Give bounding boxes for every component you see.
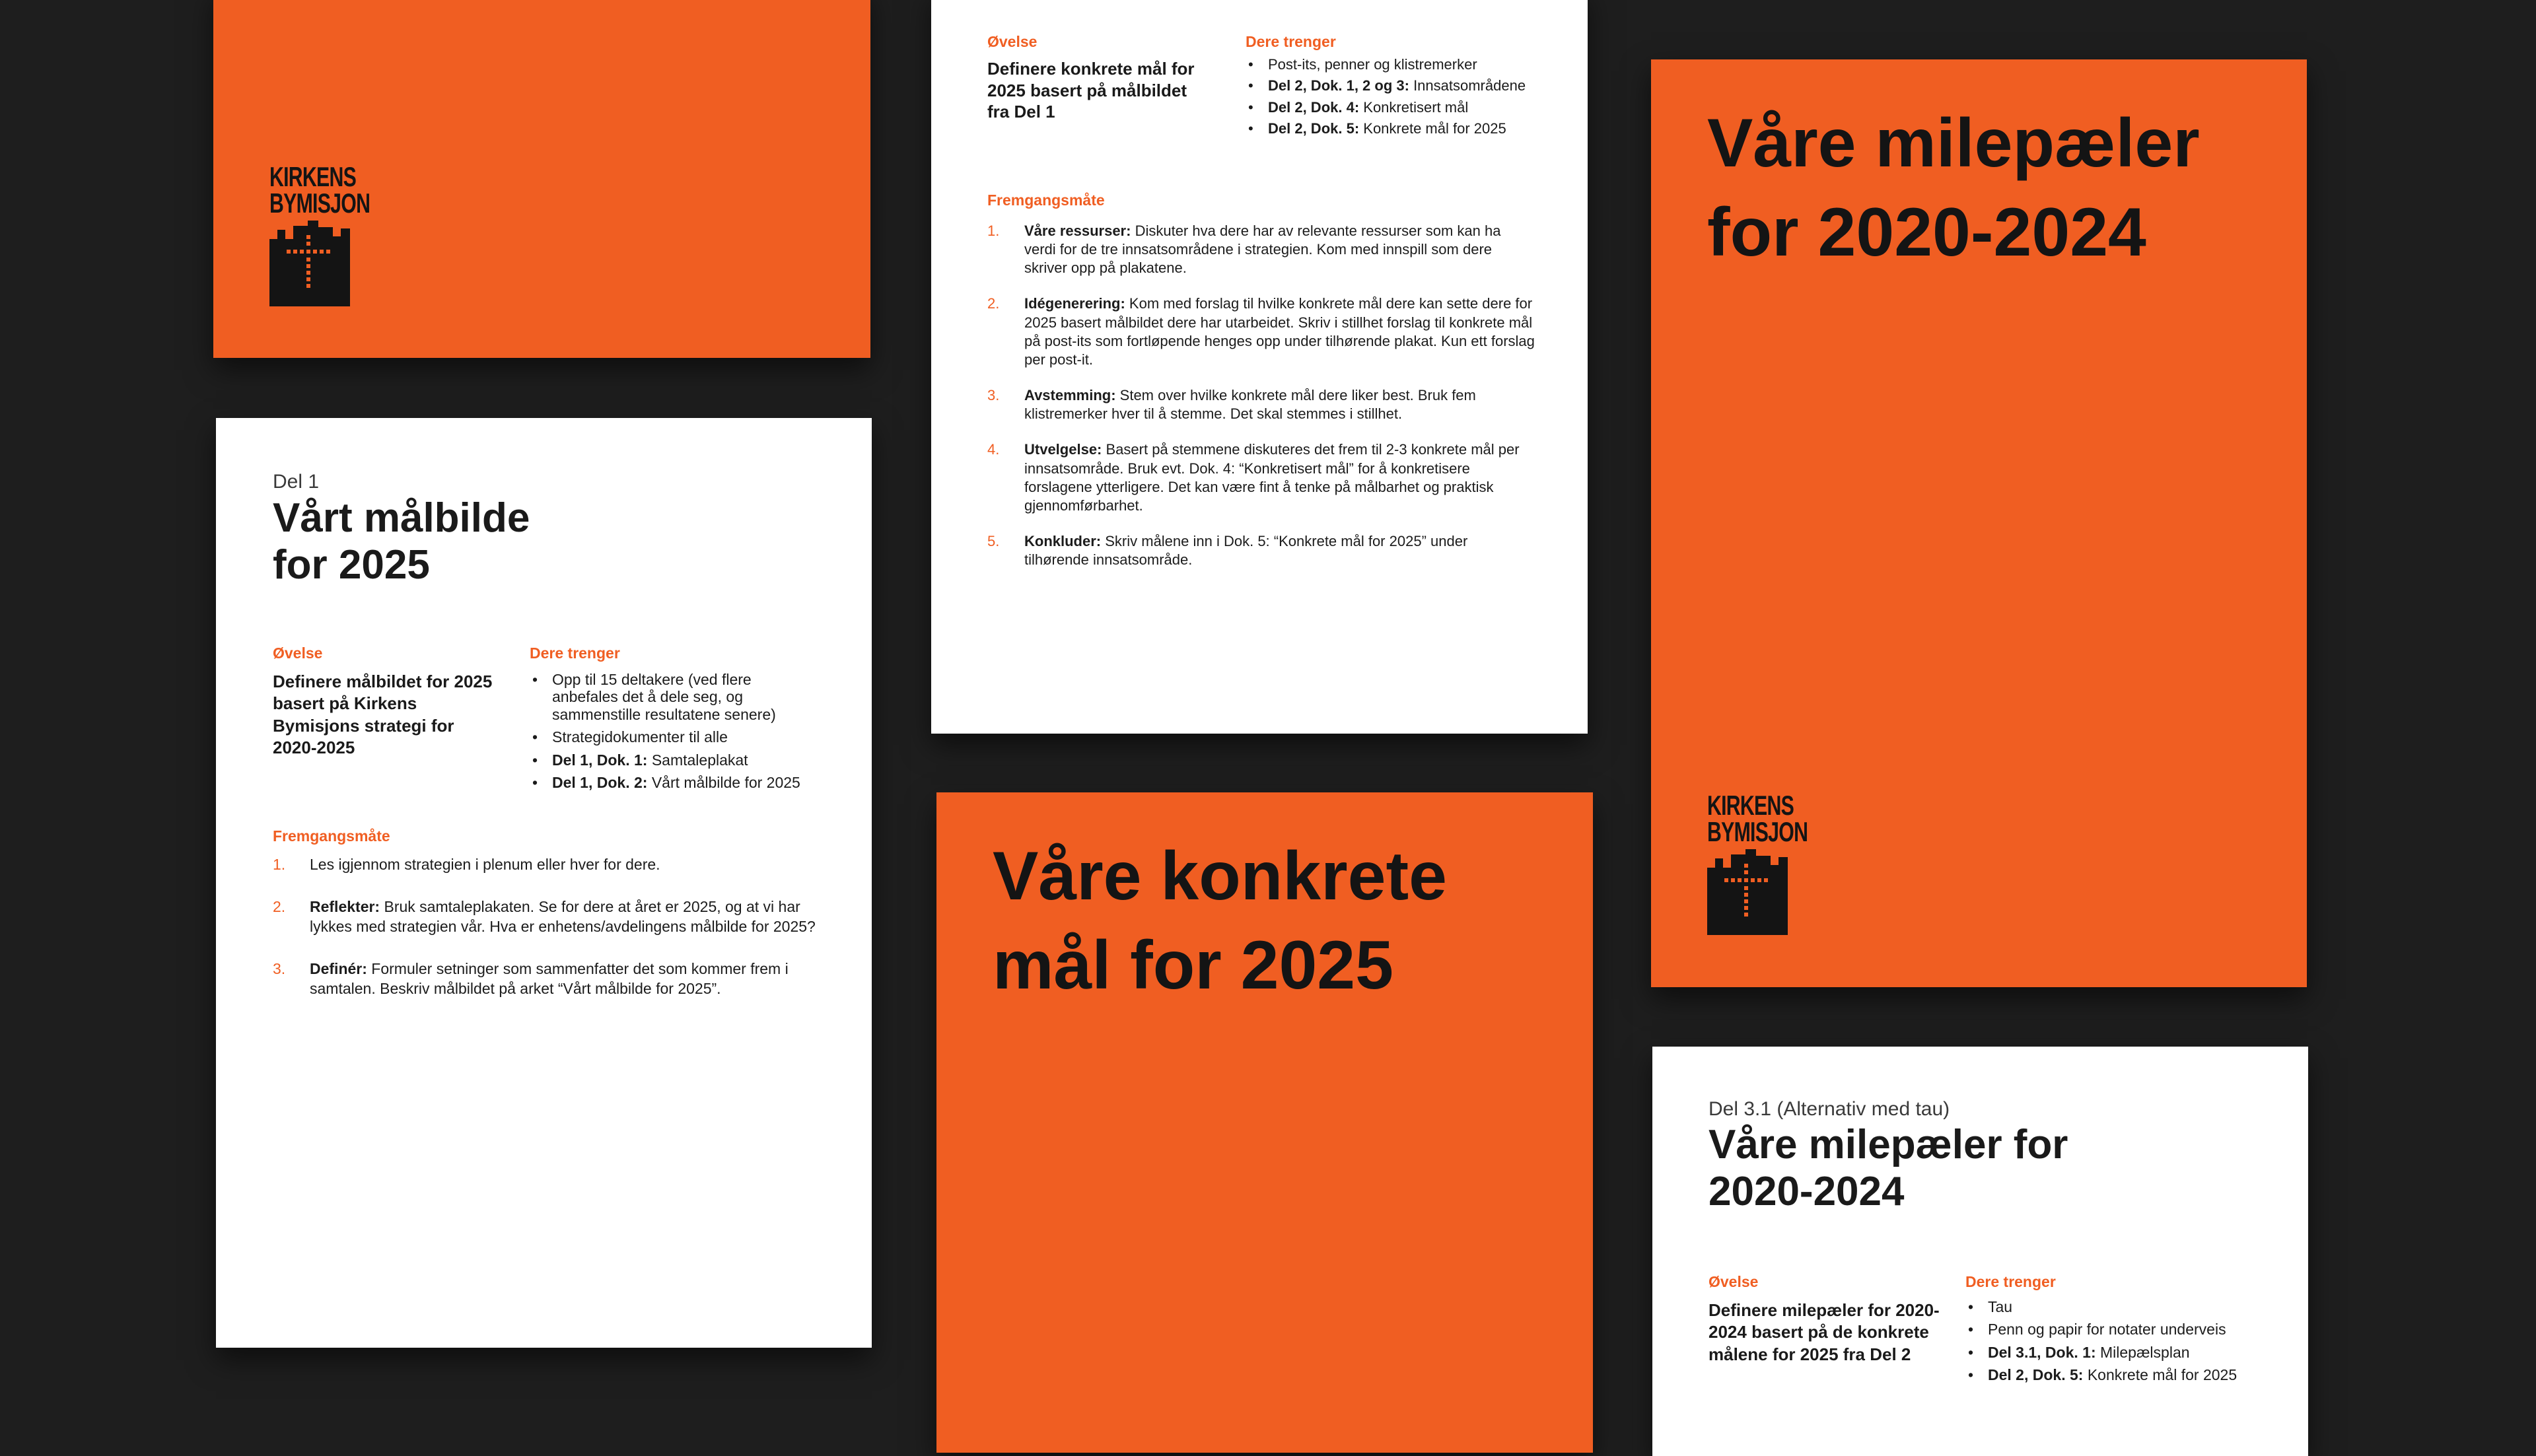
part-label: Del 1 — [273, 471, 320, 493]
step-item: 1. Les igjennom strategien i plenum eller hver for dere. — [273, 856, 660, 873]
step-item: 3. Avstemming: Stem over hvilke konkrete mål dere liker best. Bruk fem klistremerker hver til å stemme. Det skal stemmes i stillhet. — [987, 387, 1476, 423]
needs-item: • Post-its, penner og klistremerker — [1246, 56, 1556, 73]
needs-item: • Opp til 15 deltakere (ved flere anbefales det å dele seg, og sammenstille resultatene senere) — [530, 671, 820, 723]
logo-line-2: BYMISJON — [269, 187, 370, 219]
cover-title — [993, 832, 1447, 1010]
needs-list — [1965, 1298, 2276, 1384]
needs-item: • Del 1, Dok. 1: Samtaleplakat — [530, 751, 820, 769]
needs-label: Dere trenger — [530, 644, 620, 662]
steps-list — [273, 855, 821, 998]
needs-item: • Del 2, Dok. 4: Konkretisert mål — [1246, 99, 1556, 116]
step-item: 4. Utvelgelse: Basert på stemmene diskuteres det frem til 2-3 konkrete mål per innsatsområde. Bruk evt. Dok. 4: “Konkretisert mål” for å konkretisere forslagene ytterligere. Det kan være fint å tenke på målbarhet og praktisk gjennomførbarhet. — [987, 441, 1520, 514]
title-line-1: Våre milepæler for — [1708, 1122, 2068, 1167]
step-item: 1. Våre ressurser: Diskuter hva dere har av relevante ressurser som kan ha verdi for de tre innsatsområdene i strategien. Kom med innspill som dere skriver opp på plakatene. — [987, 223, 1501, 277]
logo-line-1: KIRKENS — [1707, 790, 1794, 821]
exercise-text: Definere milepæler for 2020-2024 basert på de konkrete målene for 2025 fra Del 2 — [1708, 1300, 1940, 1364]
del-2-instructions-card — [931, 0, 1588, 734]
exercise-text: Definere målbildet for 2025 basert på Kirkens Bymisjons strategi for 2020-2025 — [273, 672, 493, 757]
konkrete-mal-cover-card — [936, 792, 1593, 1453]
part-label: Del 3.1 (Alternativ med tau) — [1708, 1098, 1950, 1120]
method-label: Fremgangsmåte — [273, 827, 390, 845]
needs-item: • Del 1, Dok. 2: Vårt målbilde for 2025 — [530, 774, 820, 791]
needs-item: • Strategidokumenter til alle — [530, 728, 820, 745]
needs-item: • Del 3.1, Dok. 1: Milepælsplan — [1965, 1344, 2276, 1361]
milepaeler-cover-card — [1651, 59, 2307, 987]
title-line-2: for 2020-2024 — [1707, 194, 2146, 271]
building-cross-icon — [269, 221, 350, 306]
card-title — [1708, 1121, 2068, 1216]
step-item: 2. Reflekter: Bruk samtaleplakaten. Se for dere at året er 2025, og at vi har lykkes med strategien vår. Hva er enhetens/avdelingens målbilde for 2025? — [273, 897, 816, 935]
method-label: Fremgangsmåte — [987, 191, 1105, 209]
exercise-label: Øvelse — [1708, 1273, 1759, 1290]
step-item: 2. Idégenerering: Kom med forslag til hvilke konkrete mål dere kan sette dere for 2025 basert målbildet dere har utarbeidet. Skriv i stillhet forslag til konkrete mål på post-its som fortløpende henges opp under tilhørende plakat. Kun ett forslag per post-it. — [987, 295, 1535, 368]
title-line-1: Vårt målbilde — [273, 495, 530, 541]
steps-list — [987, 222, 1535, 569]
del-1-card — [216, 418, 872, 1348]
needs-item: • Del 2, Dok. 5: Konkrete mål for 2025 — [1246, 120, 1556, 137]
needs-item: • Del 2, Dok. 5: Konkrete mål for 2025 — [1965, 1366, 2276, 1383]
kirkens-bymisjon-logo — [269, 161, 409, 306]
needs-list — [530, 671, 820, 792]
card-title — [273, 495, 530, 589]
step-item: 5. Konkluder: Skriv målene inn i Dok. 5: “Konkrete mål for 2025” under tilhørende innsatsområde. — [987, 533, 1468, 569]
title-line-2: 2020-2024 — [1708, 1169, 1905, 1215]
title-line-1: Våre milepæler — [1707, 105, 2200, 182]
exercise-label: Øvelse — [987, 33, 1038, 50]
del-3-1-card — [1652, 1047, 2308, 1456]
cover-title — [1707, 99, 2200, 277]
needs-item: • Penn og papir for notater underveis — [1965, 1321, 2276, 1338]
orange-logo-card — [213, 0, 870, 358]
title-line-2: mål for 2025 — [993, 927, 1393, 1004]
exercise-label: Øvelse — [273, 644, 323, 662]
logo-line-1: KIRKENS — [269, 161, 357, 192]
title-line-1: Våre konkrete — [993, 838, 1447, 915]
title-line-2: for 2025 — [273, 542, 430, 588]
needs-label: Dere trenger — [1965, 1273, 2056, 1290]
needs-list — [1246, 56, 1556, 137]
needs-label: Dere trenger — [1246, 33, 1336, 50]
building-cross-icon — [1707, 849, 1788, 935]
needs-item: • Del 2, Dok. 1, 2 og 3: Innsatsområdene — [1246, 77, 1556, 94]
logo-line-2: BYMISJON — [1707, 815, 1808, 847]
needs-item: • Tau — [1965, 1298, 2276, 1315]
step-item: 3. Definér: Formuler setninger som sammenfatter det som kommer frem i samtalen. Beskriv målbildet på arket “Vårt målbilde for 2025”. — [273, 959, 789, 997]
exercise-text: Definere konkrete mål for 2025 basert på målbildet fra Del 1 — [987, 59, 1195, 121]
kirkens-bymisjon-logo — [1707, 792, 1847, 935]
